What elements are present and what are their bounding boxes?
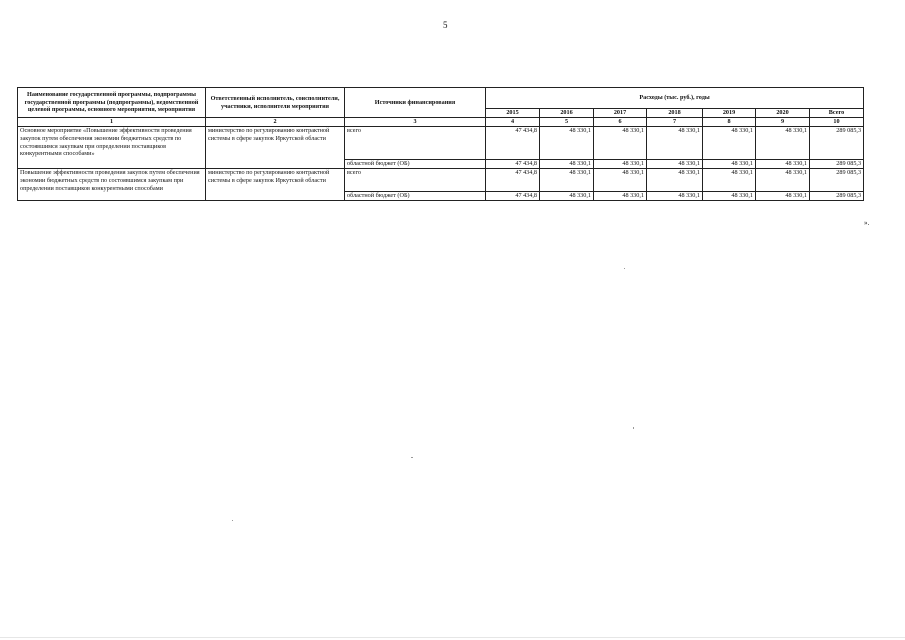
value-cell: 47 434,8: [486, 192, 540, 201]
row-responsible-cell: министерство по регулированию контрактной системы в сфере закупок Иркутской области: [206, 127, 345, 169]
column-number: 1: [18, 118, 206, 127]
value-cell: 48 330,1: [647, 192, 703, 201]
value-cell: 289 085,3: [810, 169, 864, 192]
value-cell: 48 330,1: [756, 169, 810, 192]
value-cell: 48 330,1: [540, 169, 594, 192]
source-label: областной бюджет (ОБ): [345, 160, 486, 169]
year-2016: 2016: [540, 109, 594, 118]
value-cell: 48 330,1: [540, 160, 594, 169]
header-row: [18, 88, 864, 109]
year-2019: 2019: [703, 109, 756, 118]
column-number: 2: [206, 118, 345, 127]
row-name-cell: Основное мероприятие «Повышение эффективности проведения закупок путем обеспечения экономии бюджетных средств по состоявшимся закупкам при определении поставщиков конкурентными способами»: [18, 127, 206, 169]
row-responsible-cell: министерство по регулированию контрактной системы в сфере закупок Иркутской области: [206, 169, 345, 201]
table-row: [18, 127, 864, 160]
page-number: 5: [443, 20, 448, 30]
value-cell: 48 330,1: [647, 169, 703, 192]
header-name: Наименование государственной программы, подпрограммы государственной программы (подпрограммы), ведомственной целевой программы, основного мероприятия, мероприятия: [18, 88, 206, 118]
column-number: 8: [703, 118, 756, 127]
column-number: 4: [486, 118, 540, 127]
value-cell: 48 330,1: [703, 192, 756, 201]
value-cell: 48 330,1: [594, 160, 647, 169]
source-label: всего: [345, 169, 486, 192]
value-cell: 48 330,1: [594, 169, 647, 192]
value-cell: 48 330,1: [594, 127, 647, 160]
source-label: всего: [345, 127, 486, 160]
value-cell: 48 330,1: [540, 127, 594, 160]
value-cell: 48 330,1: [540, 192, 594, 201]
value-cell: 289 085,3: [810, 192, 864, 201]
value-cell: 47 434,8: [486, 127, 540, 160]
column-number-row: [18, 118, 864, 127]
column-number: 3: [345, 118, 486, 127]
value-cell: 48 330,1: [647, 160, 703, 169]
year-total: Всего: [810, 109, 864, 118]
column-number: 5: [540, 118, 594, 127]
column-number: 7: [647, 118, 703, 127]
closing-quote-mark: ».: [864, 219, 870, 227]
column-number: 10: [810, 118, 864, 127]
value-cell: 48 330,1: [647, 127, 703, 160]
budget-table: [17, 87, 864, 201]
value-cell: 48 330,1: [756, 127, 810, 160]
table-row: [18, 169, 864, 192]
value-cell: 48 330,1: [703, 127, 756, 160]
column-number: 9: [756, 118, 810, 127]
header-sources: Источники финансирования: [345, 88, 486, 118]
value-cell: 48 330,1: [756, 160, 810, 169]
scan-speck: [624, 268, 625, 269]
year-2020: 2020: [756, 109, 810, 118]
header-expenses: Расходы (тыс. руб.), годы: [486, 88, 864, 109]
scan-edge-line: [0, 637, 905, 638]
scan-speck: [232, 520, 233, 521]
column-number: 6: [594, 118, 647, 127]
value-cell: 47 434,8: [486, 160, 540, 169]
value-cell: 48 330,1: [703, 169, 756, 192]
scan-speck: [411, 457, 413, 458]
value-cell: 48 330,1: [703, 160, 756, 169]
row-name-cell: Повышение эффективности проведения закупок путем обеспечения экономии бюджетных средств по состоявшимся закупкам при определении поставщиков конкурентными способами: [18, 169, 206, 201]
header-responsible: Ответственный исполнитель, соисполнители, участники, исполнители мероприятия: [206, 88, 345, 118]
year-2015: 2015: [486, 109, 540, 118]
value-cell: 289 085,3: [810, 127, 864, 160]
value-cell: 48 330,1: [594, 192, 647, 201]
value-cell: 289 085,3: [810, 160, 864, 169]
value-cell: 48 330,1: [756, 192, 810, 201]
source-label: областной бюджет (ОБ): [345, 192, 486, 201]
scan-speck: [633, 427, 634, 429]
year-2018: 2018: [647, 109, 703, 118]
value-cell: 47 434,8: [486, 169, 540, 192]
year-2017: 2017: [594, 109, 647, 118]
